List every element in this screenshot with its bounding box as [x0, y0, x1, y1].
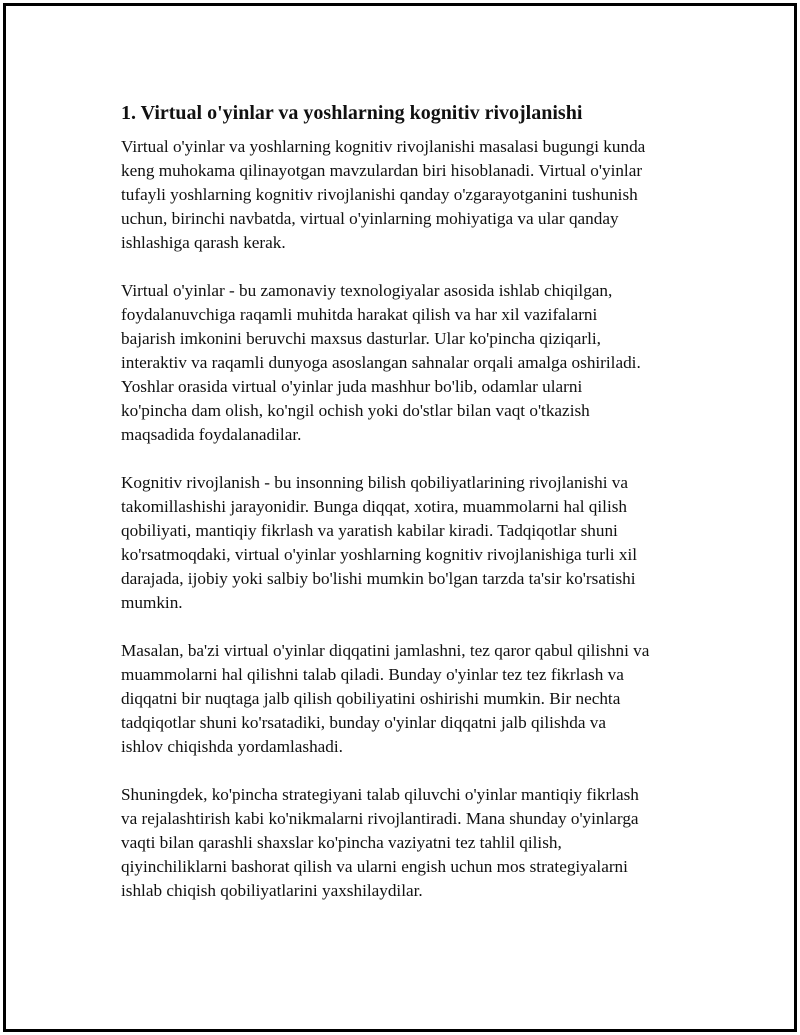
text-line: ishlov chiqishda yordamlashadi.: [121, 737, 343, 756]
text-line: muammolarni hal qilishni talab qiladi. Bunday o'yinlar tez tez fikrlash va: [121, 665, 624, 684]
text-line: takomillashishi jarayonidir. Bunga diqqat, xotira, muammolarni hal qilish: [121, 497, 627, 516]
paragraph-1: [121, 135, 701, 255]
text-line: ishlab chiqish qobiliyatlarini yaxshilaydilar.: [121, 881, 423, 900]
document-content: [121, 101, 701, 927]
text-line: qiyinchiliklarni bashorat qilish va ularni engish uchun mos strategiyalarni: [121, 857, 628, 876]
paragraph-5: [121, 783, 701, 903]
text-line: diqqatni bir nuqtaga jalb qilish qobiliyatini oshirishi mumkin. Bir nechta: [121, 689, 621, 708]
text-line: maqsadida foydalanadilar.: [121, 425, 302, 444]
text-line: vaqti bilan qarashli shaxslar ko'pincha vaziyatni tez tahlil qilish,: [121, 833, 562, 852]
text-line: foydalanuvchiga raqamli muhitda harakat qilish va har xil vazifalarni: [121, 305, 598, 324]
text-line: Masalan, ba'zi virtual o'yinlar diqqatini jamlashni, tez qaror qabul qilishni va: [121, 641, 650, 660]
page-frame: [3, 3, 797, 1032]
paragraph-2: [121, 279, 701, 447]
text-line: Shuningdek, ko'pincha strategiyani talab qiluvchi o'yinlar mantiqiy fikrlash: [121, 785, 639, 804]
text-line: Yoshlar orasida virtual o'yinlar juda mashhur bo'lib, odamlar ularni: [121, 377, 583, 396]
text-line: tufayli yoshlarning kognitiv rivojlanishi qanday o'zgarayotganini tushunish: [121, 185, 638, 204]
text-line: tadqiqotlar shuni ko'rsatadiki, bunday o'yinlar diqqatni jalb qilishda va: [121, 713, 606, 732]
text-line: ko'rsatmoqdaki, virtual o'yinlar yoshlarning kognitiv rivojlanishiga turli xil: [121, 545, 638, 564]
text-line: bajarish imkonini beruvchi maxsus dasturlar. Ular ko'pincha qiziqarli,: [121, 329, 601, 348]
section-heading: 1. Virtual o'yinlar va yoshlarning kognitiv rivojlanishi: [121, 102, 583, 124]
text-line: mumkin.: [121, 593, 183, 612]
text-line: va rejalashtirish kabi ko'nikmalarni rivojlantiradi. Mana shunday o'yinlarga: [121, 809, 639, 828]
text-line: Virtual o'yinlar - bu zamonaviy texnologiyalar asosida ishlab chiqilgan,: [121, 281, 613, 300]
paragraph-3: [121, 471, 701, 615]
text-line: Kognitiv rivojlanish - bu insonning bilish qobiliyatlarining rivojlanishi va: [121, 473, 628, 492]
text-line: ko'pincha dam olish, ko'ngil ochish yoki do'stlar bilan vaqt o'tkazish: [121, 401, 590, 420]
text-line: interaktiv va raqamli dunyoga asoslangan sahnalar orqali amalga oshiriladi.: [121, 353, 641, 372]
paragraph-4: [121, 639, 701, 759]
text-line: Virtual o'yinlar va yoshlarning kognitiv rivojlanishi masalasi bugungi kunda: [121, 137, 646, 156]
text-line: darajada, ijobiy yoki salbiy bo'lishi mumkin bo'lgan tarzda ta'sir ko'rsatishi: [121, 569, 636, 588]
text-line: uchun, birinchi navbatda, virtual o'yinlarning mohiyatiga va ular qanday: [121, 209, 619, 228]
text-line: keng muhokama qilinayotgan mavzulardan biri hisoblanadi. Virtual o'yinlar: [121, 161, 643, 180]
text-line: qobiliyati, mantiqiy fikrlash va yaratish kabilar kiradi. Tadqiqotlar shuni: [121, 521, 618, 540]
text-line: ishlashiga qarash kerak.: [121, 233, 286, 252]
